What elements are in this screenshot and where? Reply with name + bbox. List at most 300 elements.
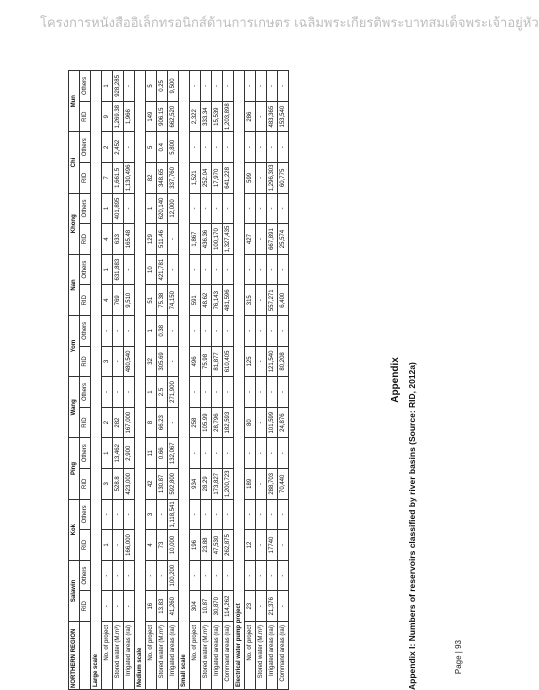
table-cell: 333.34 bbox=[201, 101, 212, 132]
table-cell: 1 bbox=[102, 193, 113, 224]
table-cell: 305.69 bbox=[157, 346, 168, 377]
table-cell: 421,781 bbox=[157, 254, 168, 285]
table-cell: 100,170 bbox=[212, 224, 223, 255]
table-cell: - bbox=[256, 560, 267, 591]
table-cell: 13.83 bbox=[157, 591, 168, 622]
table-cell: - bbox=[212, 438, 223, 469]
table-cell: - bbox=[245, 499, 256, 530]
table-cell: 16 bbox=[146, 591, 157, 622]
row-label: No. of project bbox=[102, 621, 113, 689]
table-cell: 60,775 bbox=[278, 163, 289, 194]
table-cell: - bbox=[124, 193, 135, 224]
table-cell: - bbox=[245, 316, 256, 347]
row-label: Irrigated areas (rai) bbox=[267, 621, 278, 689]
table-row bbox=[113, 71, 124, 690]
table-cell: 262,875 bbox=[223, 530, 234, 561]
table-cell: 1 bbox=[102, 254, 113, 285]
table-cell: 0.66 bbox=[157, 438, 168, 469]
table-cell: - bbox=[190, 499, 201, 530]
sub-header: Others bbox=[80, 499, 91, 530]
table-cell: 23 bbox=[245, 591, 256, 622]
table-cell: - bbox=[278, 591, 289, 622]
table-cell: 0.25 bbox=[157, 71, 168, 102]
table-cell: - bbox=[190, 71, 201, 102]
table-cell: 121,540 bbox=[267, 346, 278, 377]
section-title: Electrical water pump project bbox=[234, 71, 245, 690]
sub-header: Others bbox=[80, 254, 91, 285]
table-cell: 2 bbox=[102, 132, 113, 163]
table-cell: 591 bbox=[190, 285, 201, 316]
table-cell: - bbox=[223, 132, 234, 163]
table-row bbox=[190, 71, 201, 690]
table-row bbox=[267, 71, 278, 690]
table-cell: 9,510 bbox=[124, 285, 135, 316]
basin-header: Salawin bbox=[69, 560, 80, 621]
row-label: Stored water (M.m³) bbox=[256, 621, 267, 689]
table-cell: 423,000 bbox=[124, 469, 135, 500]
table-cell: 8 bbox=[146, 407, 157, 438]
table-cell: - bbox=[102, 560, 113, 591]
table-cell: 286 bbox=[245, 101, 256, 132]
table-cell: 24,876 bbox=[278, 407, 289, 438]
table-cell: 631,883 bbox=[113, 254, 124, 285]
table-cell: - bbox=[146, 560, 157, 591]
table-cell: - bbox=[245, 193, 256, 224]
table-cell: 337,760 bbox=[168, 163, 179, 194]
table-cell: 928,285 bbox=[113, 71, 124, 102]
table-cell: 76,143 bbox=[212, 285, 223, 316]
table-cell: - bbox=[278, 254, 289, 285]
table-cell: - bbox=[201, 438, 212, 469]
table-cell: 129 bbox=[146, 224, 157, 255]
table-cell: - bbox=[278, 560, 289, 591]
table-cell: - bbox=[124, 132, 135, 163]
row-label: Command areas (rai) bbox=[223, 621, 234, 689]
table-cell: 511.46 bbox=[157, 224, 168, 255]
row-label: Stored water (M.m³) bbox=[113, 621, 124, 689]
table-cell: - bbox=[201, 193, 212, 224]
table-cell: - bbox=[256, 499, 267, 530]
table-cell: - bbox=[102, 499, 113, 530]
table-cell: - bbox=[278, 193, 289, 224]
table-cell: 30,870 bbox=[212, 591, 223, 622]
row-label: Stored water (M.m³) bbox=[157, 621, 168, 689]
table-cell: - bbox=[212, 254, 223, 285]
row-label: No. of project bbox=[146, 621, 157, 689]
table-cell: 51 bbox=[146, 285, 157, 316]
table-cell: - bbox=[256, 285, 267, 316]
table-cell: - bbox=[157, 560, 168, 591]
table-cell: - bbox=[212, 71, 223, 102]
table-cell: 75.98 bbox=[201, 346, 212, 377]
table-cell: 2 bbox=[102, 407, 113, 438]
table-cell: 599 bbox=[245, 163, 256, 194]
table-cell: - bbox=[256, 438, 267, 469]
table-cell: - bbox=[223, 316, 234, 347]
table-cell: 0.38 bbox=[157, 316, 168, 347]
table-cell: - bbox=[223, 499, 234, 530]
table-cell: - bbox=[223, 377, 234, 408]
table-cell: - bbox=[256, 377, 267, 408]
basin-header: Wang bbox=[69, 377, 80, 438]
table-cell: - bbox=[190, 377, 201, 408]
basin-header: Chi bbox=[69, 132, 80, 193]
table-cell: - bbox=[113, 346, 124, 377]
basin-header: Ping bbox=[69, 438, 80, 499]
table-cell: 5,800 bbox=[168, 132, 179, 163]
table-cell: - bbox=[267, 316, 278, 347]
table-cell: 13,462 bbox=[113, 438, 124, 469]
sub-header: Others bbox=[80, 438, 91, 469]
table-cell: - bbox=[267, 71, 278, 102]
table-cell: 1 bbox=[102, 438, 113, 469]
sub-header: Others bbox=[80, 193, 91, 224]
table-cell: 557,271 bbox=[267, 285, 278, 316]
table-cell: 769 bbox=[113, 285, 124, 316]
table-cell: - bbox=[212, 132, 223, 163]
table-cell: - bbox=[113, 316, 124, 347]
table-cell: - bbox=[256, 224, 267, 255]
table-cell: 28,796 bbox=[212, 407, 223, 438]
table-cell: - bbox=[278, 438, 289, 469]
table-cell: 25,574 bbox=[278, 224, 289, 255]
table-cell: - bbox=[278, 377, 289, 408]
sub-header: Others bbox=[80, 132, 91, 163]
appendix-title: Appendix bbox=[390, 357, 401, 403]
table-cell: - bbox=[212, 377, 223, 408]
blank-header bbox=[80, 621, 91, 689]
sub-header: RID bbox=[80, 407, 91, 438]
table-cell: 9,500 bbox=[168, 71, 179, 102]
table-cell: - bbox=[190, 193, 201, 224]
table-cell: 1,200,723 bbox=[223, 469, 234, 500]
table-cell: - bbox=[190, 316, 201, 347]
table-cell: 105.99 bbox=[201, 407, 212, 438]
sub-header: RID bbox=[80, 224, 91, 255]
table-cell: - bbox=[267, 438, 278, 469]
table-cell: 21,376 bbox=[267, 591, 278, 622]
region-header: NORTHERN REGION bbox=[69, 621, 80, 689]
sub-header: Others bbox=[80, 316, 91, 347]
table-cell: 1 bbox=[146, 316, 157, 347]
table-cell: - bbox=[124, 499, 135, 530]
table-cell: - bbox=[113, 591, 124, 622]
table-cell: 149 bbox=[146, 101, 157, 132]
table-cell: 173,827 bbox=[212, 469, 223, 500]
table-cell: 47,530 bbox=[212, 530, 223, 561]
table-cell: 1,130,496 bbox=[124, 163, 135, 194]
table-cell: 82 bbox=[146, 163, 157, 194]
table-cell: 1,118,541 bbox=[168, 499, 179, 530]
table-cell: - bbox=[124, 71, 135, 102]
table-cell: 2.5 bbox=[157, 377, 168, 408]
table-cell: - bbox=[267, 132, 278, 163]
table-cell: - bbox=[113, 377, 124, 408]
table-cell: - bbox=[168, 254, 179, 285]
table-cell: 4 bbox=[102, 285, 113, 316]
table-cell: - bbox=[113, 530, 124, 561]
table-cell: - bbox=[223, 438, 234, 469]
table-cell: 641,228 bbox=[223, 163, 234, 194]
table-cell: 153,540 bbox=[278, 101, 289, 132]
basin-header: Yom bbox=[69, 316, 80, 377]
row-label: Command areas (rai) bbox=[278, 621, 289, 689]
table-cell: 17740 bbox=[267, 530, 278, 561]
table-cell: - bbox=[245, 132, 256, 163]
table-cell: 528.8 bbox=[113, 469, 124, 500]
table-cell: 41,260 bbox=[168, 591, 179, 622]
table-cell: 2,900 bbox=[124, 438, 135, 469]
table-cell: 401,895 bbox=[113, 193, 124, 224]
section-title: Medium scale bbox=[135, 71, 146, 690]
table-cell: 315 bbox=[245, 285, 256, 316]
table-cell: 130.87 bbox=[157, 469, 168, 500]
basin-header: Khong bbox=[69, 193, 80, 254]
table-row bbox=[157, 71, 168, 690]
table-cell: 1 bbox=[146, 377, 157, 408]
table-cell: 114,262 bbox=[223, 591, 234, 622]
table-cell: 4 bbox=[146, 530, 157, 561]
table-cell: 1,867 bbox=[190, 224, 201, 255]
table-cell: 70,440 bbox=[278, 469, 289, 500]
table-cell: - bbox=[223, 560, 234, 591]
table-cell: 252.04 bbox=[201, 163, 212, 194]
table-cell: - bbox=[245, 377, 256, 408]
table-cell: - bbox=[201, 316, 212, 347]
table-cell: 1,327,435 bbox=[223, 224, 234, 255]
table-row bbox=[124, 71, 135, 690]
sub-header: Others bbox=[80, 71, 91, 102]
table-cell: - bbox=[113, 560, 124, 591]
table-cell: 1 bbox=[146, 193, 157, 224]
table-cell: 74,150 bbox=[168, 285, 179, 316]
table-row bbox=[256, 71, 267, 690]
table-cell: 3 bbox=[102, 469, 113, 500]
table-cell: 165.48 bbox=[124, 224, 135, 255]
table-cell: - bbox=[256, 346, 267, 377]
table-cell: 9 bbox=[102, 101, 113, 132]
table-cell: 1,966 bbox=[124, 101, 135, 132]
row-label: Stored water (M.m³) bbox=[201, 621, 212, 689]
table-cell: 592,800 bbox=[168, 469, 179, 500]
table-cell: 620,140 bbox=[157, 193, 168, 224]
table-cell: - bbox=[256, 407, 267, 438]
table-cell: 667,891 bbox=[267, 224, 278, 255]
table-cell: - bbox=[256, 591, 267, 622]
table-cell: 80 bbox=[245, 407, 256, 438]
table-cell: - bbox=[256, 193, 267, 224]
table-cell: - bbox=[212, 316, 223, 347]
table-cell: - bbox=[124, 591, 135, 622]
table-cell: 3 bbox=[146, 499, 157, 530]
table-cell: - bbox=[168, 407, 179, 438]
table-cell: 12 bbox=[245, 530, 256, 561]
table-cell: 427 bbox=[245, 224, 256, 255]
table-cell: - bbox=[256, 254, 267, 285]
table-cell: - bbox=[201, 254, 212, 285]
table-cell: 11 bbox=[146, 438, 157, 469]
table-cell: - bbox=[124, 377, 135, 408]
table-cell: 2,322 bbox=[190, 101, 201, 132]
table-cell: - bbox=[102, 377, 113, 408]
table-cell: 7 bbox=[102, 163, 113, 194]
table-cell: 258 bbox=[190, 407, 201, 438]
section-title: Large scale bbox=[91, 71, 102, 690]
table-cell: - bbox=[223, 193, 234, 224]
table-cell: 480,540 bbox=[124, 346, 135, 377]
table-row bbox=[168, 71, 179, 690]
sub-header: Others bbox=[80, 377, 91, 408]
table-cell: 282 bbox=[113, 407, 124, 438]
table-cell: 100,200 bbox=[168, 560, 179, 591]
table-cell: - bbox=[201, 560, 212, 591]
row-label: Irrigated areas (rai) bbox=[168, 621, 179, 689]
table-cell: 483,365 bbox=[267, 101, 278, 132]
table-cell: - bbox=[245, 560, 256, 591]
table-cell: 166,000 bbox=[124, 530, 135, 561]
table-cell: 662,520 bbox=[168, 101, 179, 132]
table-cell: - bbox=[201, 499, 212, 530]
table-row bbox=[245, 71, 256, 690]
sub-header: RID bbox=[80, 285, 91, 316]
sub-header: RID bbox=[80, 346, 91, 377]
table-cell: - bbox=[190, 560, 201, 591]
table-cell: 66.23 bbox=[157, 407, 168, 438]
table-cell: 10.87 bbox=[201, 591, 212, 622]
table-cell: - bbox=[124, 560, 135, 591]
basin-header: Mun bbox=[69, 71, 80, 132]
table-cell: 23.88 bbox=[201, 530, 212, 561]
table-cell: 1,269.38 bbox=[113, 101, 124, 132]
page-header: โครงการหนังสืออิเล็กทรอนิกส์ด้านการเกษตร เฉลิมพระเกียรติพระบาทสมเด็จพระเจ้าอยู่หัว bbox=[40, 16, 539, 31]
table-cell: - bbox=[201, 377, 212, 408]
table-cell: - bbox=[256, 71, 267, 102]
table-cell: 73 bbox=[157, 530, 168, 561]
page-number: Page | 93 bbox=[454, 640, 463, 675]
table-cell: 3 bbox=[102, 346, 113, 377]
table-cell: 10 bbox=[146, 254, 157, 285]
table-cell: - bbox=[190, 132, 201, 163]
table-cell: - bbox=[212, 193, 223, 224]
table-cell: 32 bbox=[146, 346, 157, 377]
table-row bbox=[146, 71, 157, 690]
table-cell: - bbox=[124, 254, 135, 285]
table-cell: 167,000 bbox=[124, 407, 135, 438]
table-cell: - bbox=[278, 132, 289, 163]
sub-header: RID bbox=[80, 530, 91, 561]
table-cell: - bbox=[267, 560, 278, 591]
table-cell: - bbox=[113, 499, 124, 530]
table-cell: - bbox=[256, 132, 267, 163]
sub-header: RID bbox=[80, 101, 91, 132]
table-cell: - bbox=[267, 377, 278, 408]
table-cell: - bbox=[278, 316, 289, 347]
table-cell: 0.4 bbox=[157, 132, 168, 163]
basin-header: Kok bbox=[69, 499, 80, 560]
sub-header: RID bbox=[80, 469, 91, 500]
table-cell: 348.65 bbox=[157, 163, 168, 194]
table-row bbox=[102, 71, 113, 690]
table-cell: - bbox=[168, 224, 179, 255]
table-cell: 81,877 bbox=[212, 346, 223, 377]
table-cell: - bbox=[256, 163, 267, 194]
table-cell: - bbox=[168, 346, 179, 377]
table-cell: 1,521 bbox=[190, 163, 201, 194]
table-cell: 1 bbox=[102, 530, 113, 561]
table-cell: 1,203,898 bbox=[223, 101, 234, 132]
row-label: Irrigated areas (rai) bbox=[124, 621, 135, 689]
table-cell: - bbox=[245, 438, 256, 469]
table-cell: 288,703 bbox=[267, 469, 278, 500]
table-cell: - bbox=[245, 254, 256, 285]
table-cell: 1,661.5 bbox=[113, 163, 124, 194]
row-label: Irrigated areas (rai) bbox=[212, 621, 223, 689]
table-cell: 633 bbox=[113, 224, 124, 255]
table-cell: 5 bbox=[146, 71, 157, 102]
table-cell: 10,000 bbox=[168, 530, 179, 561]
table-cell: 17,970 bbox=[212, 163, 223, 194]
table-cell: - bbox=[256, 316, 267, 347]
table-cell: 15,539 bbox=[212, 101, 223, 132]
table-cell: - bbox=[190, 438, 201, 469]
table-cell: 80,208 bbox=[278, 346, 289, 377]
table-cell: - bbox=[102, 316, 113, 347]
table-cell: - bbox=[190, 254, 201, 285]
table-cell: - bbox=[278, 499, 289, 530]
table-cell: - bbox=[267, 254, 278, 285]
sub-header: RID bbox=[80, 591, 91, 622]
table-caption: Appendix I: Numbers of reservoirs classified by river basins (Source: RID, 2012a) bbox=[407, 362, 417, 690]
table-cell: 304 bbox=[190, 591, 201, 622]
table-cell: 271,900 bbox=[168, 377, 179, 408]
table-cell: - bbox=[223, 71, 234, 102]
reservoir-table bbox=[68, 70, 289, 690]
table-cell: 5 bbox=[146, 132, 157, 163]
table-row bbox=[223, 71, 234, 690]
table-cell: - bbox=[201, 71, 212, 102]
row-label: No. of project bbox=[190, 621, 201, 689]
table-cell: 481,596 bbox=[223, 285, 234, 316]
table-cell: - bbox=[267, 499, 278, 530]
table-cell: - bbox=[256, 469, 267, 500]
section-title: Small scale bbox=[179, 71, 190, 690]
table-row bbox=[212, 71, 223, 690]
table-cell: - bbox=[223, 254, 234, 285]
table-cell: 1 bbox=[102, 71, 113, 102]
table-row bbox=[278, 71, 289, 690]
table-cell: 125 bbox=[245, 346, 256, 377]
table-cell: 189 bbox=[245, 469, 256, 500]
table-cell: - bbox=[168, 316, 179, 347]
table-cell: 48.62 bbox=[201, 285, 212, 316]
table-cell: - bbox=[212, 560, 223, 591]
table-cell: 75.38 bbox=[157, 285, 168, 316]
table-cell: 196 bbox=[190, 530, 201, 561]
table-cell: 2,452 bbox=[113, 132, 124, 163]
table-cell: - bbox=[278, 530, 289, 561]
table-cell: 934 bbox=[190, 469, 201, 500]
table-cell: - bbox=[157, 499, 168, 530]
table-cell: - bbox=[256, 530, 267, 561]
table-cell: 906.15 bbox=[157, 101, 168, 132]
rotated-page-content bbox=[42, 70, 447, 690]
table-cell: 132,067 bbox=[168, 438, 179, 469]
table-cell: 4 bbox=[102, 224, 113, 255]
table-cell: 496 bbox=[190, 346, 201, 377]
row-label: No. of project bbox=[245, 621, 256, 689]
sub-header: Others bbox=[80, 560, 91, 591]
basin-header: Nan bbox=[69, 254, 80, 315]
